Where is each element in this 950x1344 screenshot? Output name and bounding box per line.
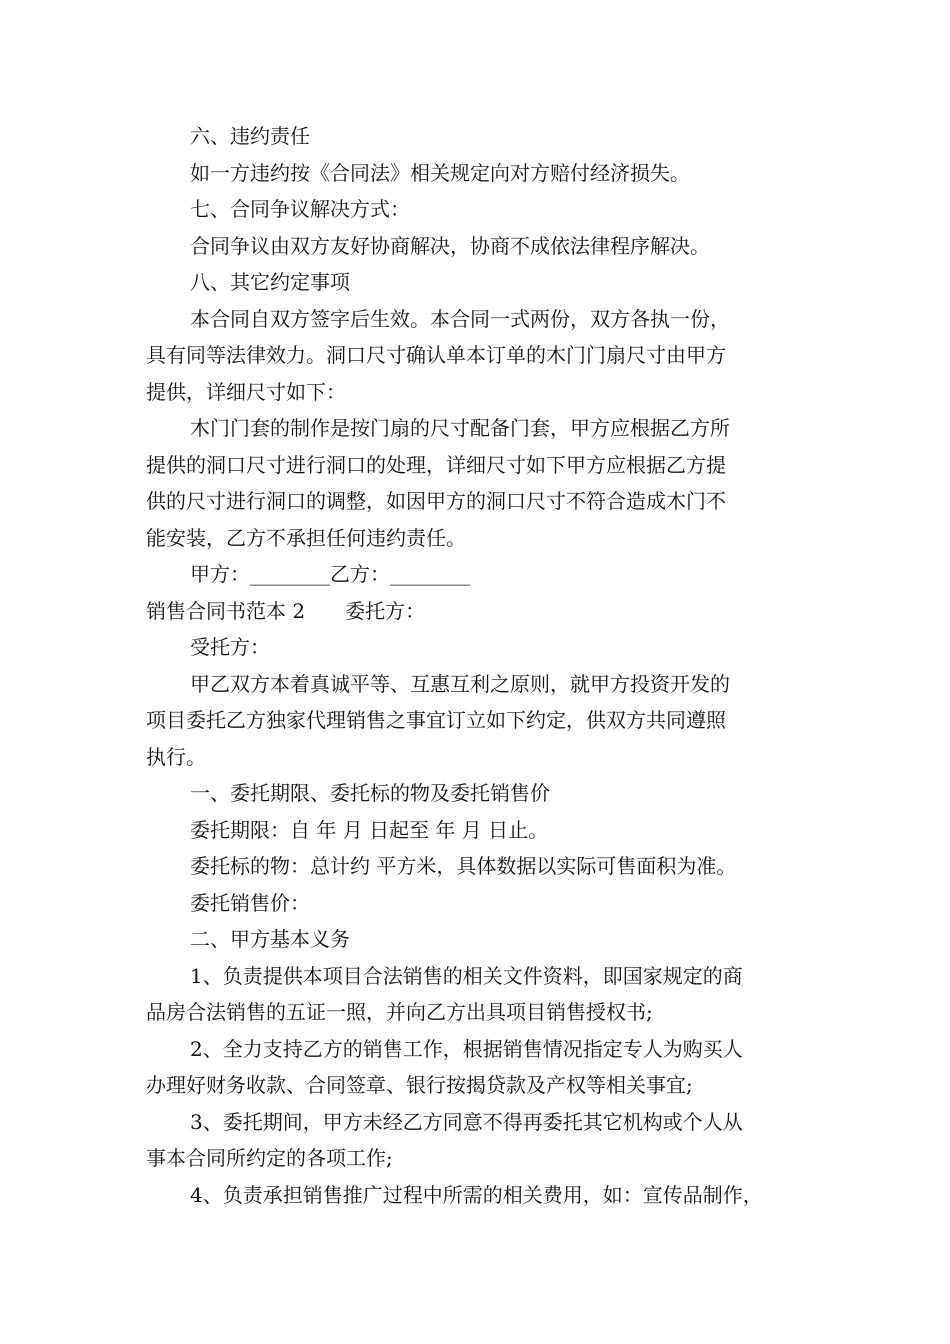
paragraph-line: 本合同自双方签字后生效。本合同一式两份，双方各执一份， [190, 306, 730, 331]
paragraph-line: 能安装，乙方不承担任何违约责任。 [146, 525, 466, 550]
paragraph-line: 木门门套的制作是按门扇的尺寸配备门套，甲方应根据乙方所 [190, 416, 730, 440]
paragraph-line: 六、违约责任 [190, 124, 310, 148]
contract-terms-section [146, 118, 810, 593]
paragraph-line: 办理好财务收款、合同签章、银行按揭贷款及产权等相关事宜; [146, 1073, 693, 1097]
paragraph-line: 委托销售价： [190, 890, 310, 915]
sales-contract-section [146, 629, 810, 1213]
paragraph-line: 合同争议由双方友好协商解决，协商不成依法律程序解决。 [190, 233, 710, 258]
paragraph-line: 受托方： [190, 635, 270, 659]
paragraph-line: 品房合法销售的五证一照，并向乙方出具项目销售授权书; [146, 1000, 653, 1024]
section-title-tail: 委托方： [345, 598, 426, 623]
paragraph-line: 1、负责提供本项目合法销售的相关文件资料，即国家规定的商 [190, 963, 743, 988]
paragraph-line: 甲乙双方本着真诚平等、互惠互利之原则，就甲方投资开发的 [190, 671, 730, 696]
paragraph-line: 一、委托期限、委托标的物及委托销售价 [190, 781, 550, 805]
paragraph-line: 如一方违约按《合同法》相关规定向对方赔付经济损失。 [190, 160, 690, 185]
paragraph-line: 具有同等法律效力。洞口尺寸确认单本订单的木门门扇尺寸由甲方 [146, 343, 726, 367]
paragraph-line: 3、委托期间，甲方未经乙方同意不得再委托其它机构或个人从 [190, 1109, 743, 1134]
paragraph-line: 七、合同争议解决方式： [190, 197, 410, 221]
paragraph-line: 甲方：________乙方：________ [190, 562, 470, 586]
paragraph-line: 事本合同所约定的各项工作; [146, 1146, 393, 1170]
section-title-line [146, 593, 810, 630]
paragraph-line: 八、其它约定事项 [190, 270, 350, 294]
paragraph-line: 委托标的物：总计约 平方米，具体数据以实际可售面积为准。 [190, 854, 737, 878]
document-page [146, 118, 810, 1213]
section-title: 销售合同书范本 2 [146, 598, 306, 623]
paragraph-line: 执行。 [146, 744, 206, 769]
paragraph-line: 供的尺寸进行洞口的调整，如因甲方的洞口尺寸不符合造成木门不 [146, 489, 726, 513]
paragraph-line: 提供，详细尺寸如下： [146, 379, 346, 404]
paragraph-line: 2、全力支持乙方的销售工作，根据销售情况指定专人为购买人 [190, 1036, 743, 1061]
paragraph-line: 二、甲方基本义务 [190, 927, 350, 951]
paragraph-line: 4、负责承担销售推广过程中所需的相关费用，如：宣传品制作， [190, 1182, 763, 1207]
paragraph-line: 委托期限：自 年 月 日起至 年 月 日止。 [190, 817, 549, 842]
paragraph-line: 提供的洞口尺寸进行洞口的处理，详细尺寸如下甲方应根据乙方提 [146, 452, 726, 477]
paragraph-line: 项目委托乙方独家代理销售之事宜订立如下约定，供双方共同遵照 [146, 708, 726, 732]
